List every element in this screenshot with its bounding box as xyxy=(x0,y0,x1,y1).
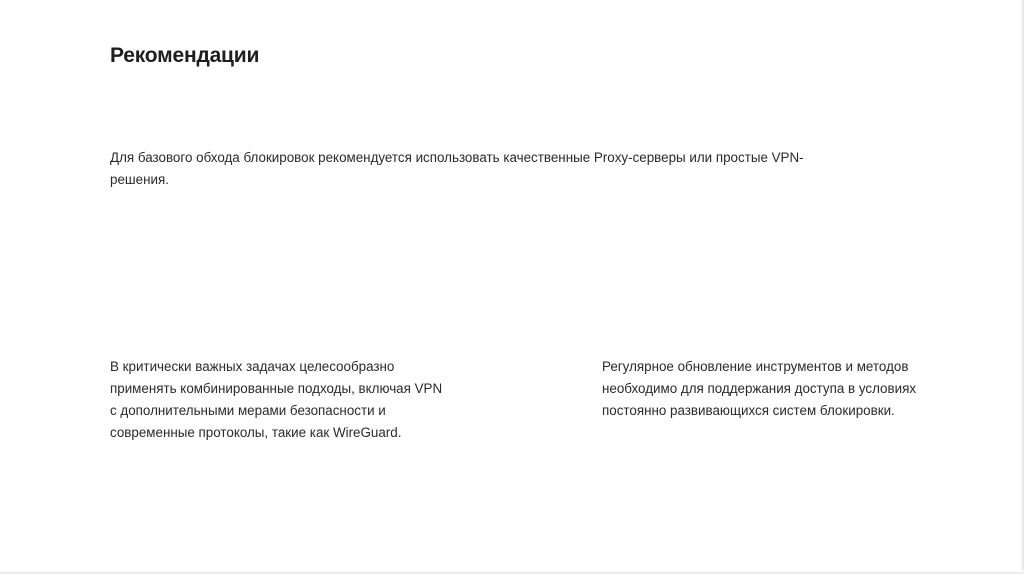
slide-edge-shadow-right xyxy=(1020,0,1024,574)
left-column-text: В критически важных задачах целесообразно применять комбинированные подходы, включая VPN с дополнительными мерами безопасности и современные протоколы, такие как WireGuard. xyxy=(110,359,443,440)
slide-edge-shadow-bottom xyxy=(0,570,1024,574)
intro-paragraph: Для базового обхода блокировок рекомендуется использовать качественные Proxy-серверы или простые VPN-решения. xyxy=(110,150,804,187)
slide-title: Рекомендации xyxy=(110,44,260,67)
right-column-text: Регулярное обновление инструментов и методов необходимо для поддержания доступа в условиях постоянно развивающихся систем блокировки. xyxy=(602,359,917,418)
